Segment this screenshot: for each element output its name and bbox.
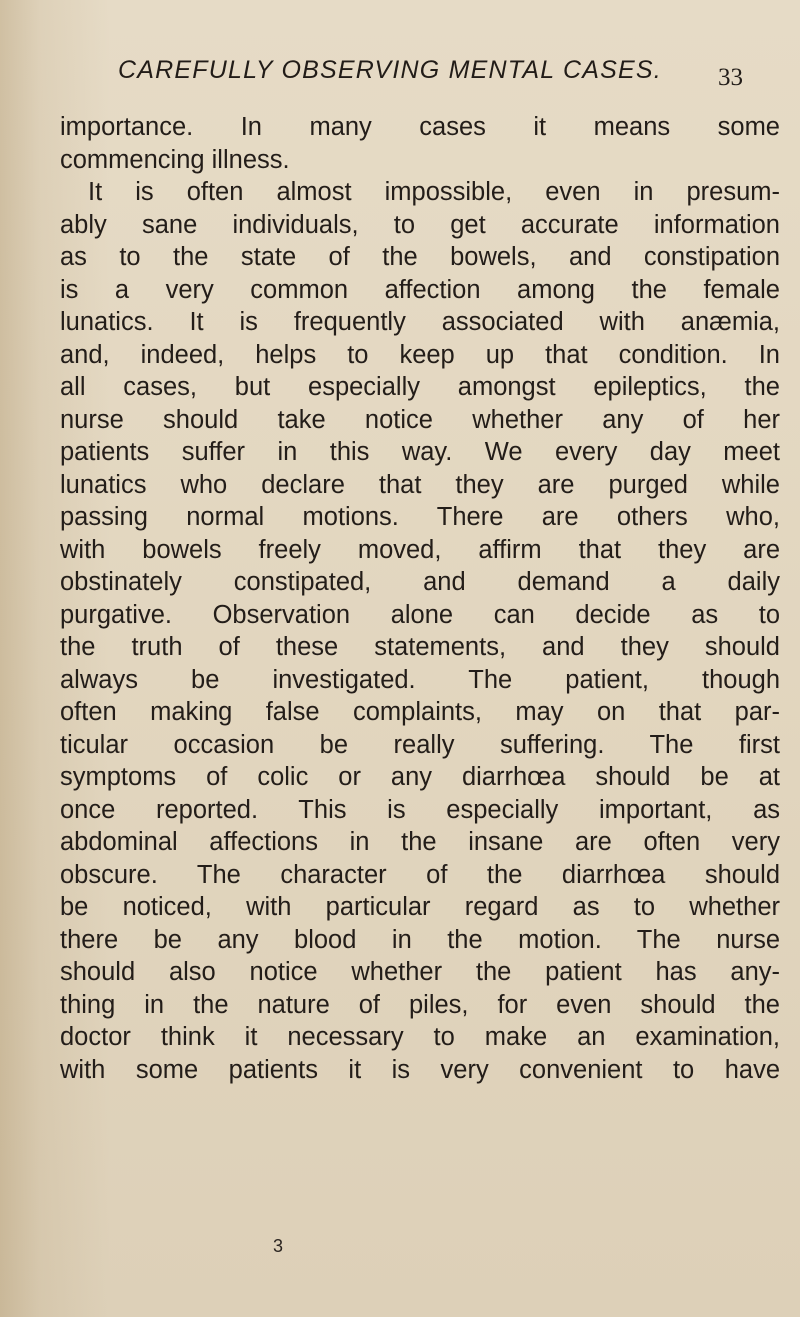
text-line: symptoms of colic or any diarrhœa should be at xyxy=(60,763,780,791)
text-line: with some patients it is very convenient to have xyxy=(60,1055,780,1084)
body-text xyxy=(60,111,780,1086)
text-line: passing normal motions. There are others who, xyxy=(60,503,780,531)
text-line: commencing illness. xyxy=(60,145,290,174)
text-line: obscure. The character of the diarrhœa should xyxy=(60,860,780,889)
text-line: nurse should take notice whether any of her xyxy=(60,405,780,434)
text-line: purgative. Observation alone can decide as to xyxy=(60,600,780,629)
signature-mark xyxy=(0,1236,800,1257)
text-line: often making false complaints, may on that par- xyxy=(60,698,780,726)
text-line: abdominal affections in the insane are often very xyxy=(60,828,780,856)
text-line: patients suffer in this way. We every day meet xyxy=(60,438,780,466)
text-line: obstinately constipated, and demand a daily xyxy=(60,568,780,596)
text-line: always be investigated. The patient, though xyxy=(60,665,780,694)
text-line: once reported. This is especially important, as xyxy=(60,795,780,824)
text-line: is a very common affection among the female xyxy=(60,275,780,304)
text-line: be noticed, with particular regard as to whether xyxy=(60,893,780,921)
text-line: as to the state of the bowels, and constipation xyxy=(60,243,780,271)
text-line: should also notice whether the patient has any- xyxy=(60,958,780,986)
text-line: all cases, but especially amongst epileptics, the xyxy=(60,373,780,401)
text-line: lunatics who declare that they are purged while xyxy=(60,470,780,499)
text-line: importance. In many cases it means some xyxy=(60,113,780,141)
text-line: doctor think it necessary to make an examination, xyxy=(60,1023,780,1051)
text-line: with bowels freely moved, affirm that they are xyxy=(60,535,780,564)
running-title: CAREFULLY OBSERVING MENTAL CASES. xyxy=(118,56,662,84)
text-line: ticular occasion be really suffering. The first xyxy=(60,730,780,759)
text-line: thing in the nature of piles, for even should the xyxy=(60,990,780,1019)
text-line: ably sane individuals, to get accurate information xyxy=(60,210,780,239)
text-line: there be any blood in the motion. The nurse xyxy=(60,925,780,954)
text-line: It is often almost impossible, even in presum- xyxy=(88,178,780,206)
text-line: and, indeed, helps to keep up that condition. In xyxy=(60,340,780,369)
text-line: lunatics. It is frequently associated with anæmia, xyxy=(60,308,780,336)
running-head xyxy=(118,56,758,96)
page-number: 33 xyxy=(718,64,743,91)
signature-number: 3 xyxy=(272,1236,283,1256)
text-line: the truth of these statements, and they should xyxy=(60,633,780,661)
